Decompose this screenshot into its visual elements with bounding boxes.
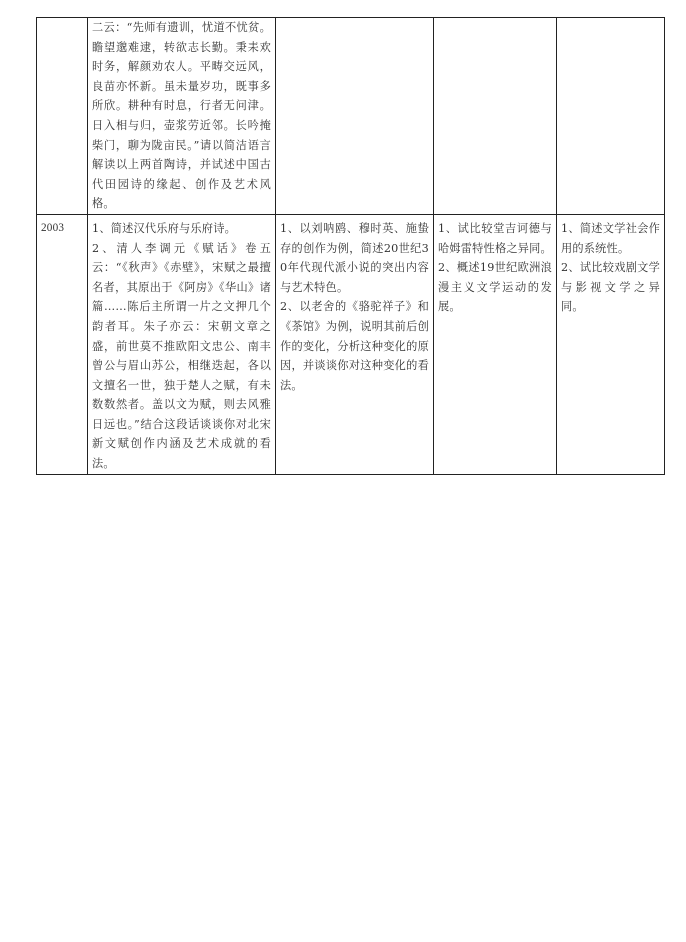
table-row-2003 [37,214,665,474]
question-1: 1、简述文学社会作用的系统性。 [561,221,660,255]
question-1: 1、简述汉代乐府与乐府诗。 [92,221,236,235]
year-cell: 2003 [37,214,88,474]
question-2: 2、清人李调元《赋话》卷五云：“《秋声》《赤壁》，宋赋之最擅名者，其原出于《阿房》《华山》诸篇……陈后主所谓一片之文押几个韵者耳。朱子亦云：宋朝文章之盛，前世莫不推欧阳文忠公、南丰曾公与眉山苏公，相继迭起，各以文擅名一世，独于楚人之赋，有未数数然者。盖以文为赋，则去风雅日远也。”结合这段话谈谈你对北宋新文赋创作内涵及艺术成就的看法。 [92,241,271,471]
question-2: 2、以老舍的《骆驼祥子》和《茶馆》为例，说明其前后创作的变化，分析这种变化的原因，并谈谈你对这种变化的看法。 [280,300,429,392]
exam-questions-table [36,17,665,475]
modern-literature-cell [276,18,434,215]
literary-theory-cell [557,214,665,474]
classical-literature-cell [88,18,276,215]
question-2: 2、概述19世纪欧洲浪漫主义文学运动的发展。 [438,261,552,314]
modern-literature-cell [276,214,434,474]
question-2: 2、试比较戏剧文学与影视文学之异同。 [561,261,660,314]
foreign-literature-cell [434,18,557,215]
question-1: 1、试比较堂吉诃德与哈姆雷特性格之异同。 [438,221,552,255]
year-cell [37,18,88,215]
question-1: 1、以刘呐鸥、穆时英、施蛰存的创作为例，简述20世纪30年代现代派小说的突出内容与艺术特色。 [280,221,429,294]
question-paragraph: 二云：“先师有遗训，忧道不忧贫。瞻望邈难逮，转欲志长勤。秉耒欢时务，解颜劝农人。平畴交远风，良苗亦怀新。虽未量岁功，既事多所欣。耕种有时息，行者无问津。日入相与归，壶浆劳近邻。长吟掩柴门，聊为陇亩民。”请以简洁语言解读以上两首陶诗，并试述中国古代田园诗的缘起、创作及艺术风格。 [92,21,271,211]
table-row-2002-continued [37,18,665,215]
classical-literature-cell [88,214,276,474]
literary-theory-cell [557,18,665,215]
foreign-literature-cell [434,214,557,474]
